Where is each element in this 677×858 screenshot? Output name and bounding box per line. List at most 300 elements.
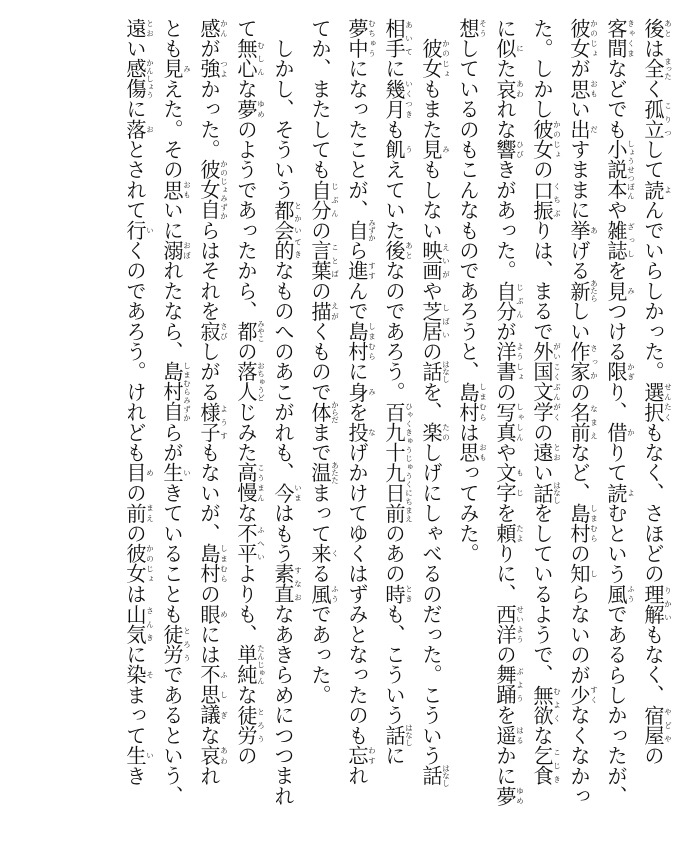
ruby-base: 話: [419, 764, 443, 787]
ruby-reading: すく: [589, 684, 599, 705]
ruby-base: 話: [382, 723, 406, 747]
text-run: かった。: [197, 78, 221, 160]
ruby-base: 響: [493, 139, 517, 160]
ruby-reading: ひび: [515, 139, 525, 160]
text-run: の: [530, 159, 554, 180]
ruby-reading: おも: [589, 78, 599, 99]
ruby-word: [123, 119, 155, 140]
ruby-reading: そう: [478, 18, 488, 39]
text-run: であるという、: [160, 664, 184, 806]
text-run: を、: [419, 381, 443, 423]
ruby-base: 言葉: [308, 240, 332, 281]
text-run: になったことが、: [345, 58, 369, 221]
ruby-word: [567, 220, 599, 241]
text-run: い: [567, 98, 591, 120]
ruby-word: [160, 179, 192, 200]
ruby-reading: むよく: [552, 684, 562, 726]
text-run: であるらしかったが、: [604, 603, 628, 806]
text-run: しい: [567, 300, 591, 342]
ruby-base: 生: [123, 745, 147, 766]
text-run: むという: [604, 502, 628, 584]
ruby-word: [382, 240, 414, 261]
ruby-base: 行: [123, 220, 147, 241]
text-run: は: [641, 38, 665, 59]
text-run: れ: [345, 765, 369, 786]
ruby-word: [530, 341, 562, 423]
ruby-base: 進: [345, 260, 369, 281]
ruby-base: 都会的: [271, 199, 295, 261]
ruby-base: 山気: [123, 603, 147, 645]
ruby-word: [160, 624, 192, 665]
text-run: に: [382, 58, 406, 79]
ruby-base: 無心: [234, 38, 258, 79]
ruby-word: [197, 401, 229, 443]
text-run: のあの: [382, 523, 406, 584]
ruby-reading: まえ: [145, 502, 155, 524]
ruby-word: [419, 360, 451, 383]
text-run: など、: [567, 442, 591, 503]
text-run: もないが、: [197, 442, 221, 544]
ruby-base: 彼女: [419, 38, 443, 79]
text-column: [635, 18, 672, 778]
text-run: る: [308, 563, 332, 584]
ruby-word: [641, 381, 673, 423]
ruby-word: [530, 684, 562, 726]
ruby-word: [604, 422, 636, 443]
ruby-reading: とき: [404, 583, 414, 604]
ruby-reading: いくつき: [404, 78, 414, 120]
ruby-word: [530, 481, 562, 504]
ruby-word: [604, 18, 636, 59]
ruby-word: [197, 159, 229, 221]
ruby-base: 芝居: [419, 300, 443, 342]
ruby-reading: ふしぎ: [219, 664, 229, 726]
ruby-word: [382, 583, 414, 604]
ruby-base: 百九十九日前: [382, 401, 406, 524]
ruby-reading: みずか: [367, 218, 377, 242]
text-run: の: [123, 482, 147, 503]
ruby-reading: はなし: [404, 723, 414, 747]
ruby-word: [234, 462, 266, 503]
ruby-word: [641, 98, 673, 140]
ruby-base: 夢: [234, 98, 258, 120]
text-run: や: [419, 280, 443, 301]
ruby-reading: かぎ: [626, 361, 636, 382]
ruby-word: [530, 119, 562, 160]
ruby-word: [604, 220, 636, 261]
text-run: しているのもこんなものであろうと、: [456, 38, 480, 382]
ruby-reading: わす: [367, 745, 377, 766]
text-run: [419, 18, 443, 38]
text-run: んでいらしかった。: [641, 199, 665, 382]
ruby-word: [567, 341, 599, 382]
ruby-base: 写真: [493, 401, 517, 443]
text-run: とも: [160, 18, 184, 59]
ruby-reading: まった: [663, 57, 673, 80]
ruby-word: [160, 240, 192, 261]
ruby-reading: かのじょ: [552, 119, 562, 160]
text-run: もなく、: [641, 624, 665, 705]
text-run: や: [604, 199, 628, 221]
ruby-reading: だ: [589, 119, 599, 140]
text-run: の: [493, 644, 517, 665]
ruby-base: 自: [345, 218, 369, 242]
text-column: [487, 18, 525, 806]
ruby-reading: よ: [626, 482, 636, 503]
ruby-reading: しまむら: [589, 502, 599, 544]
text-column: [191, 18, 229, 786]
ruby-word: [234, 704, 266, 746]
ruby-word: [345, 745, 377, 766]
text-run: が: [493, 321, 517, 342]
ruby-base: 話: [530, 481, 554, 504]
ruby-reading: きゃくま: [626, 18, 636, 59]
text-run: な: [234, 502, 258, 524]
ruby-base: 孤立: [641, 98, 665, 140]
ruby-reading: かのじょみずか: [219, 159, 229, 221]
ruby-word: [419, 38, 451, 79]
ruby-base: 読: [641, 179, 665, 200]
ruby-reading: い: [145, 745, 155, 766]
ruby-reading: おも: [478, 442, 488, 463]
ruby-reading: さんき: [145, 603, 155, 645]
ruby-base: 温: [308, 461, 332, 484]
ruby-reading: じぶん: [330, 179, 340, 221]
ruby-reading: むしん: [256, 38, 266, 79]
text-run: の: [308, 220, 332, 241]
ruby-reading: なまえ: [589, 401, 599, 443]
ruby-base: 想: [456, 18, 480, 39]
text-run: が: [197, 38, 221, 59]
ruby-base: 島村: [567, 502, 591, 544]
text-run: くのであろう。けれども: [123, 240, 147, 463]
text-run: もまた: [419, 78, 443, 140]
text-run: の: [493, 381, 517, 402]
text-run: く: [641, 78, 665, 99]
ruby-word: [382, 401, 414, 524]
ruby-base: 島村: [345, 321, 369, 362]
ruby-word: [530, 442, 562, 463]
text-run: を: [493, 502, 517, 524]
ruby-word: [123, 664, 155, 685]
ruby-reading: みやこ: [256, 319, 266, 343]
ruby-base: 口振: [530, 179, 554, 221]
ruby-word: [604, 482, 636, 503]
ruby-base: 選択: [641, 381, 665, 423]
ruby-base: 理解: [641, 583, 665, 625]
ruby-reading: せんたく: [663, 381, 673, 423]
text-run: つける: [604, 300, 628, 362]
ruby-base: 夢中: [345, 18, 369, 59]
text-run: の: [567, 381, 591, 402]
text-run: なものへのあこがれも、: [271, 260, 295, 483]
ruby-base: 頼: [493, 523, 517, 544]
ruby-reading: ゆめ: [515, 785, 525, 806]
ruby-word: [345, 321, 377, 362]
ruby-word: [419, 300, 451, 342]
ruby-reading: たんじゅん: [256, 644, 266, 685]
ruby-reading: そ: [145, 664, 155, 685]
ruby-base: 文字: [493, 462, 517, 503]
text-run: しかし、そういう: [271, 18, 295, 200]
ruby-base: 徒労: [234, 704, 258, 746]
ruby-word: [123, 220, 155, 241]
ruby-reading: に: [515, 38, 525, 59]
ruby-reading: かのじょ: [441, 38, 451, 79]
text-run: の: [197, 583, 221, 604]
ruby-base: 舞踊: [493, 664, 517, 705]
ruby-base: 体: [308, 400, 332, 424]
ruby-word: [345, 381, 377, 402]
ruby-reading: こうまん: [256, 462, 266, 503]
ruby-reading: はなし: [552, 481, 562, 504]
text-run: な: [234, 78, 258, 99]
ruby-reading: ひゃくきゅうじゅうくにちまえ: [404, 401, 414, 524]
ruby-word: [604, 139, 636, 200]
ruby-reading: かん: [219, 18, 229, 39]
ruby-reading: すす: [367, 260, 377, 281]
ruby-base: 幾月: [382, 78, 406, 120]
ruby-base: 自分: [308, 179, 332, 221]
ruby-word: [234, 98, 266, 120]
ruby-reading: ざっし: [626, 220, 636, 261]
ruby-reading: あ: [589, 220, 599, 241]
ruby-reading: えが: [330, 300, 340, 322]
text-run: いに: [160, 199, 184, 241]
ruby-word: [160, 58, 192, 79]
ruby-reading: つよ: [219, 58, 229, 79]
ruby-base: 雑誌: [604, 220, 628, 261]
ruby-base: 目: [123, 462, 147, 483]
ruby-word: [234, 361, 266, 402]
ruby-base: 島村自: [160, 361, 184, 423]
ruby-reading: とかいてき: [293, 199, 303, 261]
ruby-reading: おちゅうど: [256, 361, 266, 402]
ruby-word: [493, 664, 525, 705]
text-run: に: [123, 644, 147, 665]
ruby-word: [123, 543, 155, 584]
ruby-word: [419, 139, 451, 160]
ruby-base: 描: [308, 300, 332, 322]
ruby-base: 眼: [197, 603, 221, 625]
ruby-reading: ぶよう: [515, 664, 525, 705]
text-run: てか、またしても: [308, 18, 332, 180]
text-run: の: [530, 422, 554, 443]
ruby-reading: ふへい: [256, 523, 266, 564]
text-run: かに: [493, 745, 517, 786]
ruby-reading: み: [182, 58, 192, 79]
ruby-base: 哀: [197, 745, 221, 766]
ruby-word: [493, 462, 525, 503]
ruby-base: 単純: [234, 644, 258, 685]
ruby-reading: かのじょ: [589, 18, 599, 59]
text-run: い: [123, 38, 147, 59]
ruby-reading: ことば: [330, 240, 340, 281]
ruby-word: [123, 502, 155, 524]
ruby-base: 作家: [567, 341, 591, 382]
ruby-base: 無欲: [530, 684, 554, 726]
text-run: えた。その: [160, 78, 184, 180]
ruby-base: 似: [493, 38, 517, 59]
ruby-word: [123, 58, 155, 99]
ruby-base: 後: [641, 18, 665, 39]
text-column: [154, 18, 192, 806]
ruby-base: 不平: [234, 523, 258, 564]
ruby-reading: くちぶ: [552, 179, 562, 221]
ruby-word: [123, 745, 155, 766]
ruby-reading: おぼ: [182, 240, 192, 261]
ruby-word: [604, 280, 636, 301]
ruby-reading: かのじょ: [145, 543, 155, 584]
text-run: えていた: [382, 159, 406, 241]
text-run: げかけてゆくはずみとなったのも: [345, 442, 369, 746]
ruby-word: [345, 218, 377, 242]
ruby-word: [567, 78, 599, 99]
ruby-base: 映画: [419, 240, 443, 281]
text-run: き: [123, 765, 147, 786]
ruby-word: [493, 78, 525, 99]
ruby-reading: すなお: [293, 563, 303, 604]
text-run: た: [493, 58, 517, 79]
ruby-reading: あわ: [515, 78, 525, 99]
ruby-reading: ようす: [219, 401, 229, 443]
ruby-word: [493, 38, 525, 59]
ruby-word: [308, 461, 340, 484]
ruby-reading: い: [145, 220, 155, 241]
ruby-reading: とろう: [256, 704, 266, 746]
ruby-base: 客間: [604, 18, 628, 59]
text-run: よりも、: [234, 563, 258, 645]
ruby-word: [493, 603, 525, 645]
ruby-word: [123, 18, 155, 39]
ruby-word: [419, 422, 451, 443]
ruby-word: [604, 583, 636, 604]
ruby-base: 溺: [160, 240, 184, 261]
text-run: に: [493, 18, 517, 39]
ruby-word: [382, 78, 414, 120]
text-run: くもので: [308, 321, 332, 402]
ruby-base: 哀: [493, 78, 517, 99]
ruby-word: [197, 321, 229, 342]
text-run: な: [234, 684, 258, 705]
ruby-word: [493, 139, 525, 160]
text-run: のようであったから、: [234, 119, 258, 322]
text-column: [376, 18, 413, 778]
text-run: を: [345, 401, 369, 423]
text-run: ら: [345, 240, 369, 261]
text-column: [598, 18, 636, 806]
ruby-word: [493, 280, 525, 322]
text-run: て: [234, 18, 258, 39]
ruby-reading: ふう: [330, 583, 340, 604]
ruby-reading: あたら: [589, 279, 599, 302]
text-run: りに、: [493, 543, 517, 604]
text-column: [413, 18, 451, 787]
ruby-base: 強: [197, 58, 221, 79]
text-run: れ: [197, 765, 221, 786]
ruby-reading: たよ: [515, 523, 525, 544]
ruby-reading: はなし: [441, 764, 451, 787]
ruby-word: [197, 664, 229, 726]
text-run: の: [419, 341, 443, 362]
ruby-base: 不思議: [197, 664, 221, 726]
text-run: の: [641, 745, 665, 766]
text-run: に: [123, 98, 147, 120]
ruby-word: [197, 18, 229, 39]
text-run: んで: [345, 280, 369, 322]
text-column: [524, 18, 562, 786]
ruby-word: [567, 18, 599, 59]
ruby-base: 洋書: [493, 341, 517, 382]
ruby-word: [641, 583, 673, 625]
ruby-word: [493, 401, 525, 443]
ruby-base: 彼女自: [197, 159, 221, 221]
ruby-word: [308, 300, 340, 322]
ruby-reading: かんしょう: [145, 58, 155, 99]
ruby-word: [493, 341, 525, 382]
ruby-base: 楽: [419, 422, 443, 443]
ruby-base: 新: [567, 279, 591, 302]
vertical-text-body: [117, 18, 673, 806]
ruby-reading: あと: [663, 18, 673, 39]
ruby-reading: ふう: [626, 583, 636, 604]
ruby-reading: からだ: [330, 400, 340, 424]
text-run: して: [641, 139, 665, 180]
ruby-base: 前: [123, 502, 147, 524]
text-run: らが: [160, 422, 184, 463]
ruby-base: 話: [419, 360, 443, 383]
text-run: を: [604, 260, 628, 281]
text-run: なのであろう。: [382, 260, 406, 402]
text-column: [302, 18, 339, 778]
text-run: の: [234, 745, 258, 766]
ruby-reading: えいが: [441, 240, 451, 281]
ruby-reading: か: [626, 422, 636, 443]
ruby-word: [234, 523, 266, 564]
ruby-base: 島村: [456, 381, 480, 423]
ruby-word: [123, 603, 155, 645]
ruby-reading: あと: [404, 240, 414, 261]
ruby-base: 相手: [382, 18, 406, 59]
text-run: には: [197, 624, 221, 665]
text-run: まって: [123, 684, 147, 746]
ruby-word: [641, 704, 673, 746]
text-run: まで: [308, 422, 332, 463]
ruby-word: [308, 543, 340, 564]
ruby-reading: おも: [182, 179, 192, 200]
ruby-base: 身: [345, 381, 369, 402]
ruby-reading: こじき: [552, 745, 562, 786]
text-run: た。しかし: [530, 18, 554, 119]
ruby-word: [567, 279, 599, 302]
ruby-reading: み: [441, 139, 451, 160]
ruby-word: [641, 57, 673, 80]
text-run: などでも: [604, 58, 628, 140]
ruby-word: [530, 179, 562, 221]
text-run: や: [493, 442, 517, 463]
ruby-base: 挙: [567, 220, 591, 241]
ruby-reading: あたた: [330, 461, 340, 484]
text-run: をしているようで、: [530, 502, 554, 685]
ruby-base: 小説本: [604, 139, 628, 200]
ruby-base: 落: [123, 119, 147, 140]
ruby-reading: とろう: [182, 624, 192, 665]
text-run: きていることも: [160, 482, 184, 625]
ruby-base: 都: [234, 319, 258, 343]
ruby-base: 彼女: [123, 543, 147, 584]
ruby-base: 来: [308, 543, 332, 564]
text-run: り、: [604, 381, 628, 423]
